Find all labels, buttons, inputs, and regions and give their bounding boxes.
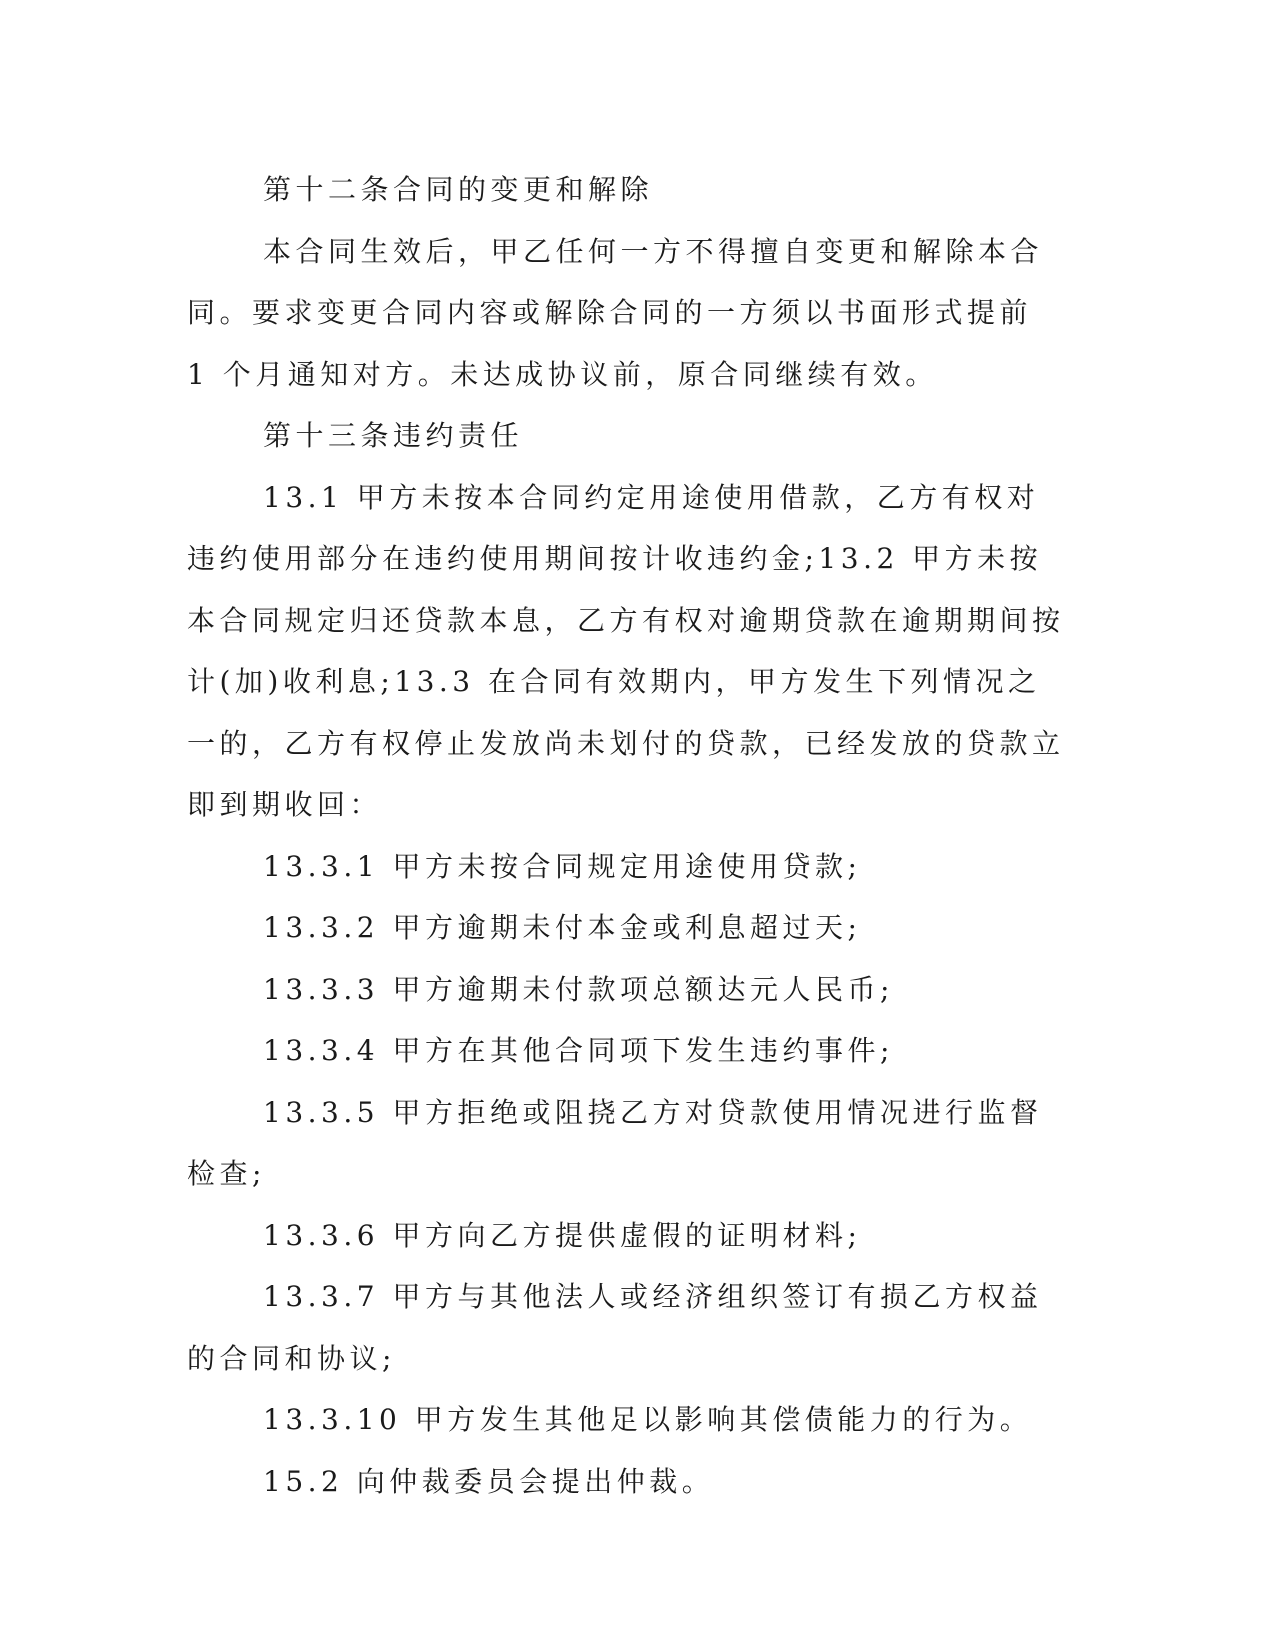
clause-15-2: 15.2 向仲裁委员会提出仲裁。 <box>263 1464 715 1498</box>
clause-13-3-2: 13.3.2 甲方逾期未付本金或利息超过天; <box>263 911 862 944</box>
clause-13-3-4: 13.3.4 甲方在其他合同项下发生违约事件; <box>263 1034 894 1067</box>
section-heading-13: 第十三条违约责任 <box>263 419 524 452</box>
document-body <box>187 159 1067 1512</box>
paragraph-contract-change: 本合同生效后，甲乙任何一方不得擅自变更和解除本合同。要求变更合同内容或解除合同的一方须以书面形式提前 1 个月通知对方。未达成协议前，原合同继续有效。 <box>187 234 1044 391</box>
paragraph-13-1: 13.1 甲方未按本合同约定用途使用借款，乙方有权对违约使用部分在违约使用期间按计收违约金;13.2 甲方未按本合同规定归还贷款本息，乙方有权对逾期贷款在逾期期间按计(加)收利息;13.3 在合同有效期内，甲方发生下列情况之一的，乙方有权停止发放尚未划付的贷款，已经发放的贷款立即到期收回： <box>187 480 1065 821</box>
clause-13-3-1: 13.3.1 甲方未按合同规定用途使用贷款; <box>263 849 862 883</box>
section-heading-12: 第十二条合同的变更和解除 <box>263 173 654 206</box>
clause-13-3-5: 13.3.5 甲方拒绝或阻挠乙方对贷款使用情况进行监督检查; <box>187 1095 1043 1190</box>
clause-13-3-7: 13.3.7 甲方与其他法人或经济组织签订有损乙方权益的合同和协议; <box>187 1280 1043 1375</box>
clause-13-3-3: 13.3.3 甲方逾期未付款项总额达元人民币; <box>263 972 894 1006</box>
clause-13-3-10: 13.3.10 甲方发生其他足以影响其偿债能力的行为。 <box>263 1403 1033 1436</box>
clause-13-3-6: 13.3.6 甲方向乙方提供虚假的证明材料; <box>263 1218 862 1252</box>
